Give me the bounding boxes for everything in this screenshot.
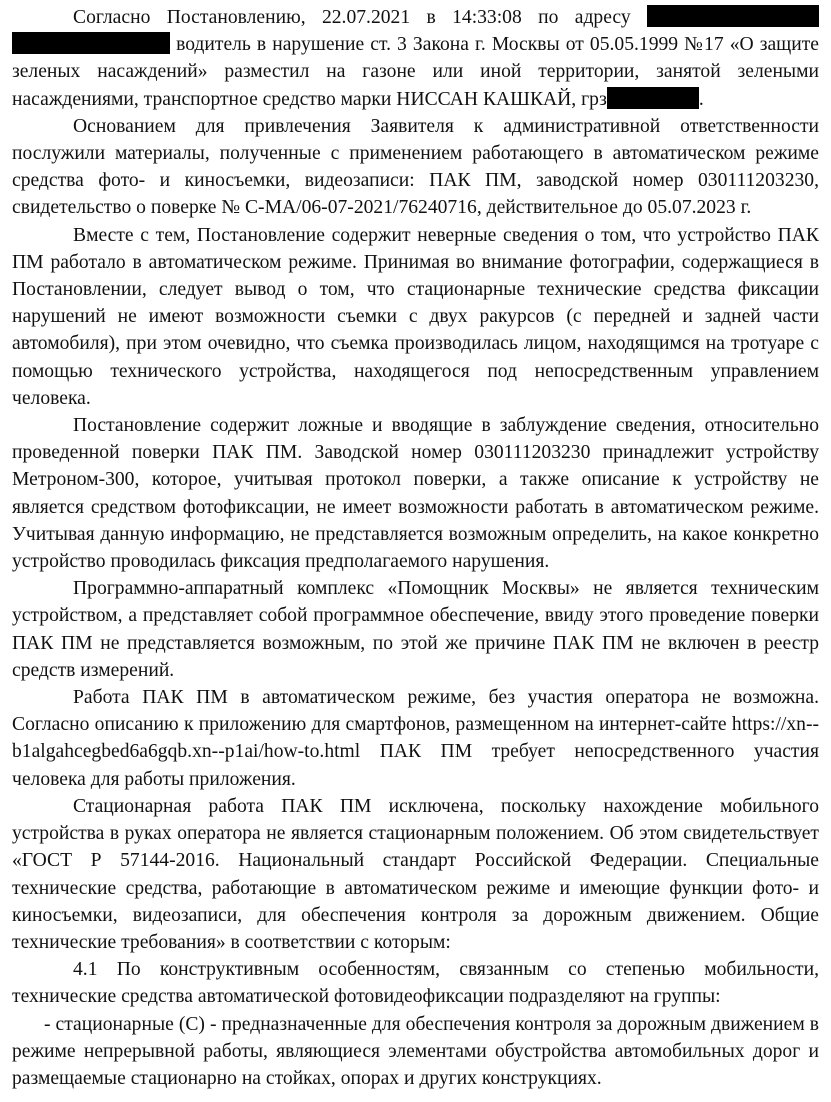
document-page [12,4,819,1092]
resolution-text-end: . [698,88,704,110]
redacted-plate-number [607,87,699,109]
paragraph-grounds: Основанием для привлечения Заявителя к административной ответственности послужили материалы, полученные с применением работающего в автоматическом режиме средства фото- и киносъемки, видеозаписи: ПАК ПМ, заводской номер 030111203230, свидетельство о поверке № С-МА/06-07-2021/76240716, действительное до 05.07.2023 г. [12,115,819,219]
paragraph-resolution [12,4,819,113]
redacted-address-1 [647,5,819,27]
paragraph-stationary-definition: - стационарные (С) - предназначенные для обеспечения контроля за дорожным движением в режиме непрерывной работы, являющиеся элементами обустройства автомобильных дорог и размещаемые стационарно на стойках, опорах и других конструкциях. [12,1013,819,1089]
paragraph-operator-required: Работа ПАК ПМ в автоматическом режиме, без участия оператора не возможна. Согласно описанию к приложению для смартфонов, размещенном на интернет-сайте https://xn--b1algahcegbed6a6gqb.xn--p1ai/how-to.html ПАК ПМ требует непосредственного участия человека для работы приложения. [12,687,819,790]
paragraph-clause-4-1: 4.1 По конструктивным особенностям, связанным со степенью мобильности, технические средства автоматической фотовидеофиксации подразделяют на группы: [12,959,819,1008]
resolution-text-start: Согласно Постановлению, 22.07.2021 в 14:33:08 по адресу [73,7,647,28]
paragraph-incorrect-info: Вместе с тем, Постановление содержит неверные сведения о том, что устройство ПАК ПМ работало в автоматическом режиме. Принимая во внимание фотографии, содержащиеся в Постановлении, следует вывод о том, что стационарные технические средства фиксации нарушений не имеют возможности съемки с двух ракурсов (с передней и задней части автомобиля), при этом очевидно, что съемка производилась лицом, находящимся на тротуаре с помощью технического устройства, находящегося под непосредственным управлением человека. [12,224,819,409]
paragraph-stationary-excluded: Стационарная работа ПАК ПМ исключена, поскольку нахождение мобильного устройства в руках оператора не является стационарным положением. Об этом свидетельствует «ГОСТ Р 57144-2016. Национальный стандарт Российской Федерации. Специальные технические средства, работающие в автоматическом режиме и имеющие функции фото- и киносъемки, видеозаписи, для обеспечения контроля за дорожным движением. Общие технические требования» в соответствии с которым: [12,795,819,953]
redacted-address-2 [12,32,170,54]
resolution-text-middle: водитель в нарушение ст. 3 Закона г. Москвы от 05.05.1999 №17 «О защите зеленых насаждений» разместил на газоне или иной территории, занятой зелеными насаждениями, транспортное средство марки НИССАН КАШКАЙ, грз [12,34,819,110]
paragraph-false-verification: Постановление содержит ложные и вводящие в заблуждение сведения, относительно проведенной поверки ПАК ПМ. Заводской номер 030111203230 принадлежит устройству Метроном-300, которое, учитывая протокол поверки, а также описание к устройству не является средством фотофиксации, не имеет возможности работать в автоматическом режиме. Учитывая данную информацию, не представляется возможным определить, на какое конкретно устройство проводилась фиксация предполагаемого нарушения. [12,415,819,573]
paragraph-software-complex: Программно-аппаратный комплекс «Помощник Москвы» не является техническим устройством, а представляет собой программное обеспечение, ввиду этого проведение поверки ПАК ПМ не представляется возможным, по этой же причине ПАК ПМ не включен в реестр средств измерений. [12,578,819,681]
